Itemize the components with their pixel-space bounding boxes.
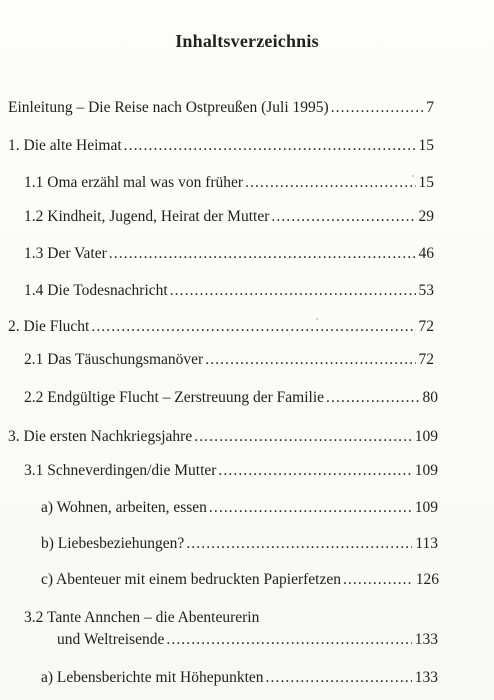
toc-entry-subsection-a-2 (41, 668, 438, 688)
toc-title: Inhaltsverzeichnis (175, 31, 319, 51)
toc-entry-page: 113 (415, 535, 438, 552)
toc-leader-dots (326, 388, 419, 408)
toc-entry-label: c) Abenteuer mit einem bedruckten Papierfetzen (41, 571, 341, 588)
toc-entry-label: b) Liebesbeziehungen? (41, 535, 185, 552)
scan-speck (316, 318, 318, 320)
toc-entry-section-1-2 (24, 207, 434, 227)
toc-entry-label: 1.4 Die Todesnachricht (24, 282, 168, 299)
toc-entry-page: 126 (415, 571, 439, 588)
toc-entry-page: 109 (414, 462, 438, 479)
toc-entry-label: 1.1 Oma erzähl mal was von früher (24, 174, 244, 191)
toc-entry-page: 7 (426, 99, 434, 116)
toc-entry-label: a) Lebensberichte mit Höhepunkten (41, 669, 264, 686)
toc-leader-dots (91, 317, 415, 337)
toc-entry-page: 109 (414, 499, 438, 516)
toc-leader-dots (166, 630, 411, 650)
scan-speck (412, 175, 414, 177)
toc-entry-page: 15 (418, 137, 434, 154)
toc-entry-page: 72 (418, 351, 434, 368)
toc-leader-dots (194, 427, 412, 447)
toc-leader-dots (124, 136, 416, 156)
toc-entry-label: 2.2 Endgültige Flucht – Zerstreuung der Familie (24, 389, 325, 406)
toc-entry-section-3-2 (57, 630, 438, 650)
toc-entry-subsection-c (41, 570, 439, 590)
toc-entry-page: 109 (414, 428, 438, 445)
toc-entry-subsection-b (41, 534, 438, 554)
toc-entry-page: 15 (418, 174, 434, 191)
toc-leader-dots (218, 461, 411, 481)
toc-entry-label: 2. Die Flucht (8, 318, 90, 335)
toc-leader-dots (331, 98, 424, 118)
toc-entry-section-1-4 (24, 281, 434, 301)
toc-entry-label: 3.1 Schneverdingen/die Mutter (24, 462, 217, 479)
toc-entry-page: 72 (418, 318, 434, 335)
toc-entry-page: 133 (414, 669, 438, 686)
toc-entry-chapter-1 (8, 136, 434, 156)
toc-entry-page: 29 (418, 208, 434, 225)
toc-entry-chapter-2 (8, 317, 434, 337)
toc-entry-page: 46 (418, 245, 434, 262)
toc-entry-section-2-1 (24, 350, 434, 370)
toc-leader-dots (170, 281, 416, 301)
toc-entry-section-2-2 (24, 388, 438, 408)
toc-leader-dots (245, 173, 415, 193)
toc-entry-label: und Weltreisende (57, 631, 165, 648)
toc-entry-label: 1.2 Kindheit, Jugend, Heirat der Mutter (24, 208, 270, 225)
toc-entry-section-3-2-first-line: 3.2 Tante Annchen – die Abenteurerin (24, 609, 260, 626)
toc-entry-page: 133 (414, 631, 438, 648)
toc-entry-label: Einleitung – Die Reise nach Ostpreußen (Juli 1995) (8, 99, 329, 116)
toc-leader-dots (186, 534, 412, 554)
toc-entry-section-3-1 (24, 461, 438, 481)
toc-entry-label: a) Wohnen, arbeiten, essen (41, 499, 207, 516)
toc-entry-page: 80 (422, 389, 438, 406)
toc-entry-section-1-1 (24, 173, 434, 193)
toc-leader-dots (271, 207, 415, 227)
toc-entry-introduction (8, 98, 434, 118)
toc-entry-section-1-3 (24, 244, 434, 264)
toc-entry-label: 1.3 Der Vater (24, 245, 107, 262)
toc-entry-label: 3. Die ersten Nachkriegsjahre (8, 428, 193, 445)
toc-leader-dots (343, 570, 413, 590)
toc-entry-label: 1. Die alte Heimat (8, 137, 122, 154)
toc-entry-chapter-3 (8, 427, 438, 447)
toc-entry-subsection-a (41, 498, 438, 518)
toc-leader-dots (205, 350, 415, 370)
toc-leader-dots (109, 244, 416, 264)
toc-entry-page: 53 (418, 282, 434, 299)
toc-leader-dots (266, 668, 412, 688)
toc-leader-dots (209, 498, 412, 518)
toc-entry-label: 2.1 Das Täuschungsmanöver (24, 351, 204, 368)
